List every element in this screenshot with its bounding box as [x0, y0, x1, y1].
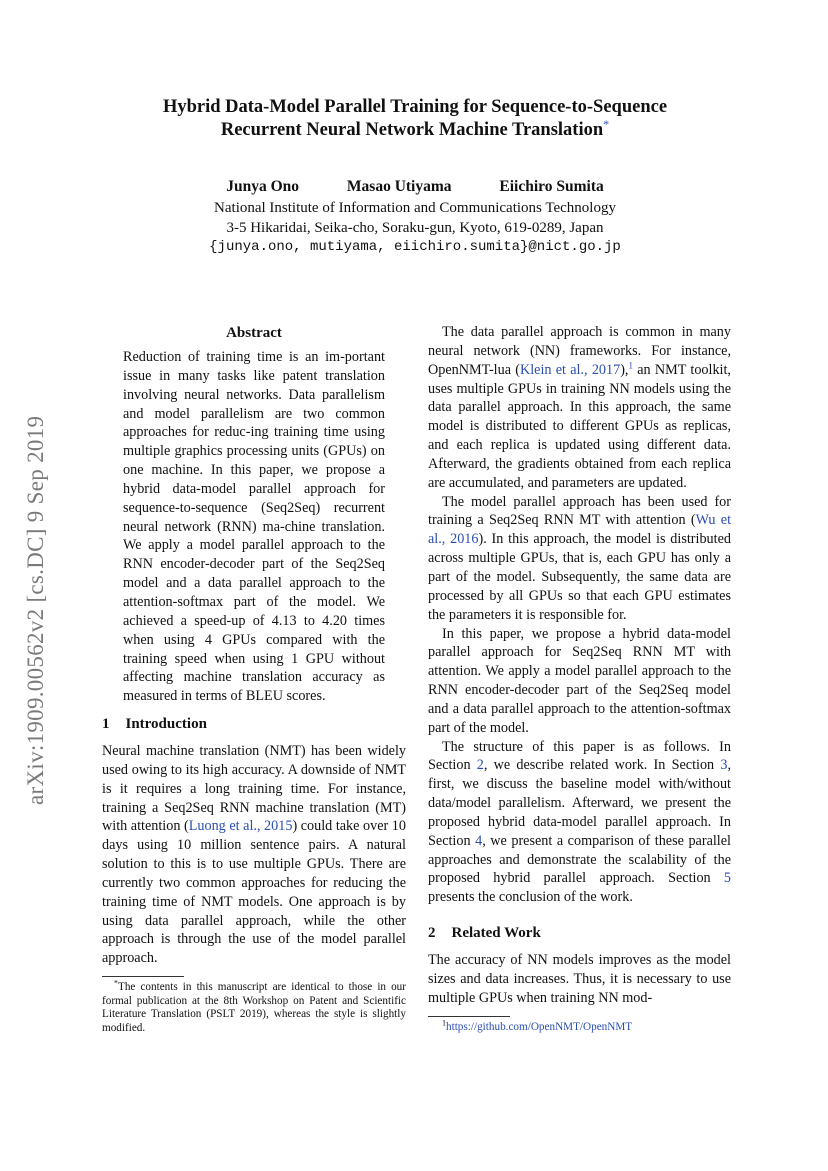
text-run: , we present a comparison of these parallel approaches and demonstrate the scalability of the proposed hybrid parallel approach. Section	[428, 832, 731, 887]
text-run: The structure of this paper is as follows. In Section	[428, 738, 731, 774]
section-heading-related-work	[428, 923, 731, 943]
abstract-heading: Abstract	[226, 325, 282, 341]
text-run: Neural machine translation (NMT) has been widely used owing to its high accuracy. A downside of NMT is it requires a long training time. For instance, training a Seq2Seq RNN machine translation (MT) with attention (	[102, 743, 406, 835]
section-number: 1	[102, 716, 110, 733]
section-title: Related Work	[451, 925, 541, 942]
citation-link[interactable]: Luong et al., 2015	[188, 818, 293, 835]
paragraph-proposal: In this paper, we propose a hybrid data-model parallel approach for Seq2Seq RNN MT with attention. We apply a model parallel approach to the RNN encoder-decoder part of the Seq2Seq model and a data parallel approach to the attention-softmax part of the model.	[428, 625, 731, 736]
citation-link[interactable]: Wu et al., 2016	[428, 512, 732, 548]
arxiv-identifier: arXiv:1909.00562v2 [cs.DC] 9 Sep 2019	[23, 415, 48, 805]
footnote-star	[102, 978, 406, 1035]
title-footnote-mark[interactable]: *	[603, 116, 610, 131]
related-work-paragraph: The accuracy of NN models improves as the model sizes and data increases. Thus, it is necessary to use multiple GPUs when training NN mod-	[428, 952, 731, 1006]
right-column	[428, 323, 731, 1034]
text-run: ). In this approach, the model is distributed across multiple GPUs, that is, each GPU has only a part of the model. Subsequently, the same data are processed by all GPUs so that each GPU estimates the parameters it is responsible for.	[428, 531, 731, 623]
institute: National Institute of Information and Communications Technology	[214, 200, 616, 216]
footnote-ref[interactable]: 1	[628, 359, 633, 370]
text-run: presents the conclusion of the work.	[428, 889, 633, 906]
title-line-1: Hybrid Data-Model Parallel Training for Sequence-to-Sequence	[162, 97, 668, 117]
section-ref-link[interactable]: 3	[720, 757, 728, 774]
text-run: an NMT toolkit, uses multiple GPUs in training NN models using the data parallel approach. In this approach, the same model is distributed to different GPUs as replicas, and each replica is updated using different data. Afterward, the gradients obtained from each replica are accumulated, and parameters are updated.	[428, 361, 731, 491]
citation-link[interactable]: Klein et al., 2017	[519, 361, 621, 378]
author-name: Masao Utiyama	[346, 178, 452, 195]
paragraph-model-parallel	[428, 493, 731, 625]
author-name: Eiichiro Sumita	[499, 178, 604, 195]
text-run: ),	[620, 361, 629, 378]
text-run: ) could take over 10 days using 10 million sentence pairs. A natural solution to this is to use multiple GPUs. There are currently two common approaches for reducing the training time of NMT models. One approach is by using data parallel approach, while the other approach is through the use of the model parallel approach.	[102, 818, 406, 967]
title-line-2: Recurrent Neural Network Machine Translation	[220, 120, 604, 140]
section-ref-link[interactable]: 2	[476, 757, 484, 774]
author-name: Junya Ono	[226, 178, 300, 195]
intro-paragraph	[102, 742, 406, 968]
affiliation	[100, 199, 730, 258]
author-list	[100, 178, 730, 196]
section-ref-link[interactable]: 5	[723, 870, 731, 887]
footnote-mark: *	[114, 978, 118, 988]
address: 3-5 Hikaridai, Seika-cho, Soraku-gun, Kyoto, 619-0289, Japan	[226, 219, 604, 236]
footnote-mark: 1	[442, 1017, 446, 1027]
paragraph-structure	[428, 738, 731, 908]
paragraph-data-parallel	[428, 323, 731, 493]
section-heading-introduction	[102, 714, 406, 734]
email-addresses: {junya.ono, mutiyama, eiichiro.sumita}@nict.go.jp	[209, 239, 621, 255]
footnote-divider	[428, 1016, 510, 1017]
section-title: Introduction	[125, 716, 207, 733]
abstract-text: Reduction of training time is an im-portant issue in many tasks like patent translation involving neural networks. Data parallelism and model parallelism are two common approaches for reduc-ing training time using multiple graphics processing units (GPUs) on one machine. In this paper, we propose a hybrid data-model parallel approach for sequence-to-sequence (Seq2Seq) recurrent neural network (RNN) ma-chine translation. We apply a model parallel approach to the RNN encoder-decoder part of the Seq2Seq model and a data parallel approach to the attention-softmax part of the model. We achieved a speed-up of 4.13 to 4.20 times when using 4 GPUs compared with the training speed when using 1 GPU without affecting machine translation accuracy as measured in terms of BLEU scores.	[123, 349, 385, 705]
text-run: , we describe related work. In Section	[483, 757, 721, 774]
text-run: The model parallel approach has been used for training a Seq2Seq RNN MT with attention (	[428, 493, 731, 529]
paper-title	[100, 96, 730, 142]
text-run: , first, we discuss the baseline model with/without data/model parallelism. Afterward, we present the proposed hybrid data-model parallel approach. In Section	[428, 757, 731, 849]
footnote-url-link[interactable]: https://github.com/OpenNMT/OpenNMT	[446, 1020, 633, 1033]
footnote-text: The contents in this manuscript are identical to those in our formal publication at the 8th Workshop on Patent and Scientific Literature Translation (PSLT 2019), whereas the style is slightly modified.	[102, 981, 406, 1034]
footnote-divider	[102, 976, 184, 977]
text-run: The data parallel approach is common in many neural network (NN) frameworks. For instance, OpenNMT-lua (	[428, 324, 731, 378]
section-ref-link[interactable]: 4	[475, 832, 483, 849]
section-number: 2	[428, 925, 436, 942]
footnote-url	[428, 1017, 731, 1035]
left-column	[102, 323, 406, 1036]
